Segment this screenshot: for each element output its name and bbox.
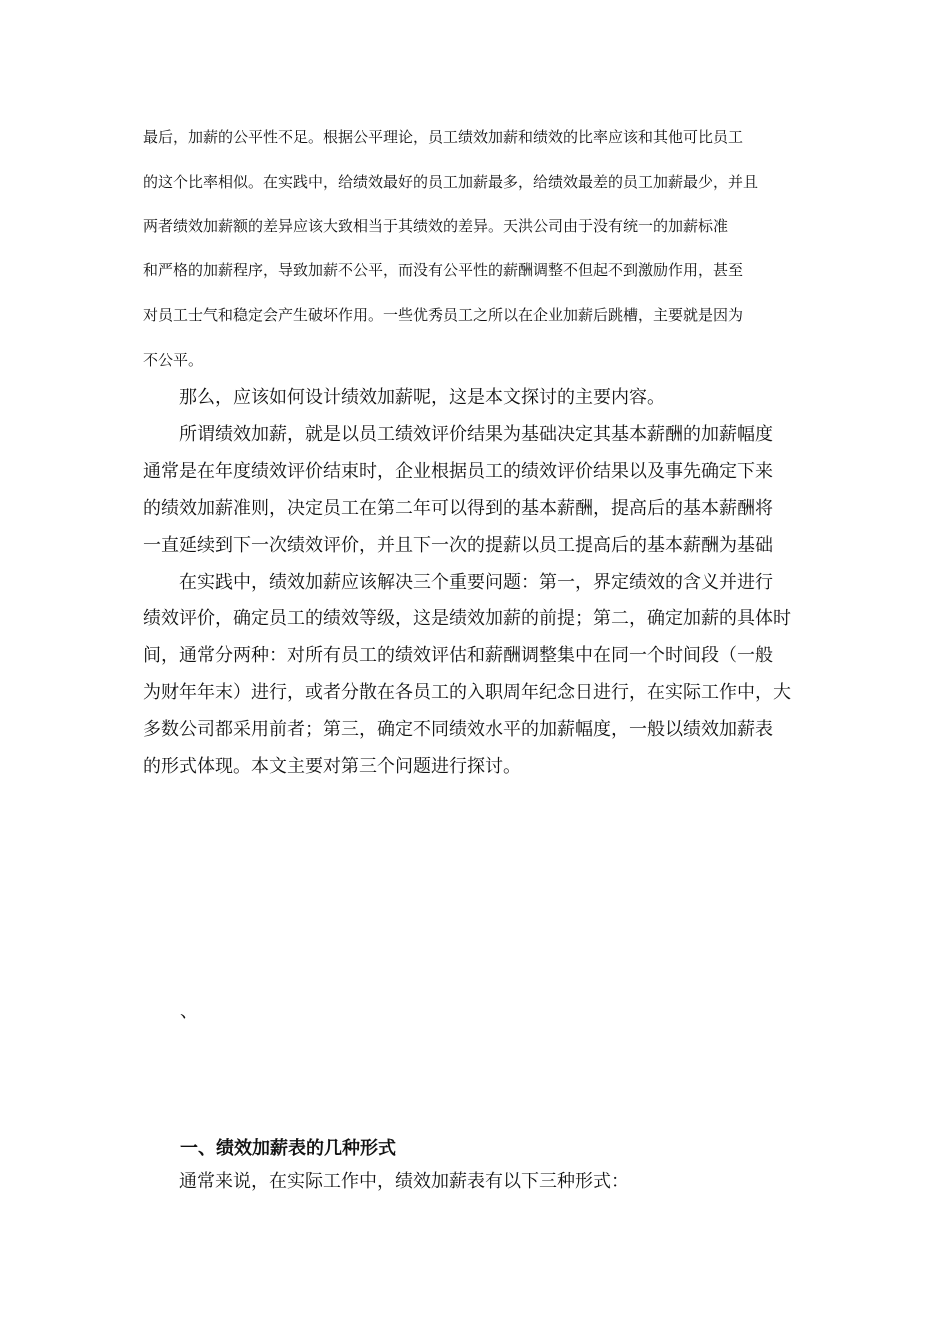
paragraph-line: 所谓绩效加薪，就是以员工绩效评价结果为基础决定其基本薪酬的加薪幅度 bbox=[179, 424, 773, 445]
stray-punctuation: 、 bbox=[180, 1001, 198, 1022]
paragraph-line: 最后，加薪的公平性不足。根据公平理论，员工绩效加薪和绩效的比率应该和其他可比员工 bbox=[143, 128, 744, 146]
paragraph-line: 多数公司都采用前者；第三，确定不同绩效水平的加薪幅度，一般以绩效加薪表 bbox=[143, 719, 773, 740]
paragraph-line: 两者绩效加薪额的差异应该大致相当于其绩效的差异。天洪公司由于没有统一的加薪标准 bbox=[143, 217, 729, 235]
paragraph-line: 绩效评价，确定员工的绩效等级，这是绩效加薪的前提；第二，确定加薪的具体时 bbox=[143, 608, 791, 629]
paragraph-line: 间，通常分两种：对所有员工的绩效评估和薪酬调整集中在同一个时间段（一般 bbox=[143, 645, 773, 666]
paragraph-line: 的形式体现。本文主要对第三个问题进行探讨。 bbox=[143, 756, 521, 777]
paragraph-line: 对员工士气和稳定会产生破坏作用。一些优秀员工之所以在企业加薪后跳槽，主要就是因为 bbox=[143, 306, 744, 324]
paragraph-line: 那么，应该如何设计绩效加薪呢，这是本文探讨的主要内容。 bbox=[179, 387, 665, 408]
section-heading: 一、绩效加薪表的几种形式 bbox=[180, 1138, 396, 1159]
paragraph-line: 不公平。 bbox=[143, 351, 204, 369]
paragraph-line: 在实践中，绩效加薪应该解决三个重要问题：第一，界定绩效的含义并进行 bbox=[179, 572, 773, 593]
paragraph-line: 和严格的加薪程序，导致加薪不公平，而没有公平性的薪酬调整不但起不到激励作用，甚至 bbox=[143, 261, 744, 279]
paragraph-line: 一直延续到下一次绩效评价，并且下一次的提薪以员工提高后的基本薪酬为基础 bbox=[143, 535, 773, 556]
paragraph-line: 为财年年末）进行，或者分散在各员工的入职周年纪念日进行，在实际工作中，大 bbox=[143, 682, 791, 703]
paragraph-line: 通常是在年度绩效评价结束时，企业根据员工的绩效评价结果以及事先确定下来 bbox=[143, 461, 773, 482]
paragraph-line: 的这个比率相似。在实践中，给绩效最好的员工加薪最多，给绩效最差的员工加薪最少，并且 bbox=[143, 173, 759, 191]
paragraph-line: 的绩效加薪准则，决定员工在第二年可以得到的基本薪酬，提高后的基本薪酬将 bbox=[143, 498, 773, 519]
section-intro: 通常来说，在实际工作中，绩效加薪表有以下三种形式： bbox=[179, 1171, 629, 1192]
